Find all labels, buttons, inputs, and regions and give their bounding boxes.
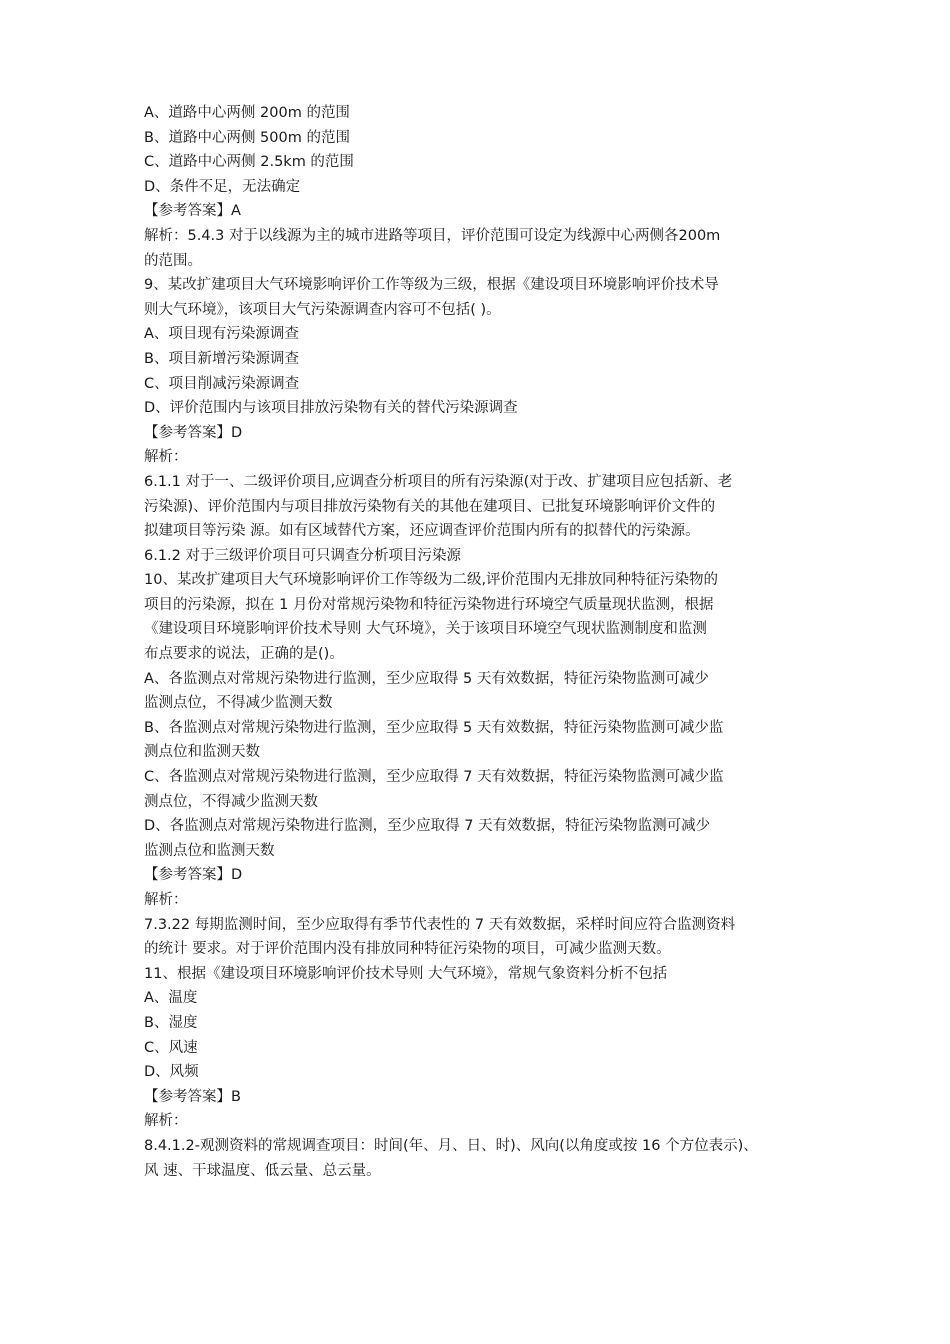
- text-line: 监测点位，不得减少监测天数: [144, 695, 333, 712]
- text-line: A、项目现有污染源调查: [144, 326, 299, 343]
- text-line: 的范围。: [144, 252, 202, 269]
- text-line: 拟建项目等污染 源。如有区域替代方案，还应调查评价范围内所有的拟替代的污染源。: [144, 523, 700, 540]
- text-line: 解析：: [144, 892, 188, 908]
- text-line: B、各监测点对常规污染物进行监测，至少应取得 5 天有效数据，特征污染物监测可减少监: [144, 719, 724, 736]
- text-line: B、项目新增污染源调查: [144, 350, 299, 367]
- text-line: 解析：: [144, 1113, 188, 1130]
- text-line: 7.3.22 每期监测时间，至少应取得有季节代表性的 7 天有效数据，采样时间应符合监测资料: [144, 916, 736, 933]
- text-line: 6.1.1 对于一、二级评价项目,应调查分析项目的所有污染源(对于改、扩建项目应包括新、老: [144, 473, 733, 490]
- text-line: D、评价范围内与该项目排放污染物有关的替代污染源调查: [144, 400, 518, 417]
- text-line: B、湿度: [144, 1014, 198, 1031]
- text-line: A、道路中心两侧 200m 的范围: [144, 105, 350, 121]
- text-line: D、条件不足，无法确定: [144, 178, 301, 195]
- text-line: A、温度: [144, 990, 198, 1007]
- text-line: 【参考答案】D: [144, 867, 243, 884]
- text-line: 11、根据《建设项目环境影响评价技术导则 大气环境》，常规气象资料分析不包括: [144, 965, 668, 982]
- text-line: 测点位和监测天数: [144, 744, 260, 761]
- text-line: 项目的污染源，拟在 1 月份对常规污染物和特征污染物进行环境空气质量现状监测，根据: [144, 596, 714, 613]
- text-line: 布点要求的说法，正确的是()。: [144, 646, 344, 663]
- text-line: 的统计 要求。对于评价范围内没有排放同种特征污染物的项目，可减少监测天数。: [144, 941, 671, 958]
- text-line: 《建设项目环境影响评价技术导则 大气环境》，关于该项目环境空气现状监测制度和监测: [144, 621, 707, 638]
- text-line: A、各监测点对常规污染物进行监测，至少应取得 5 天有效数据，特征污染物监测可减少: [144, 670, 709, 687]
- text-line: D、各监测点对常规污染物进行监测，至少应取得 7 天有效数据，特征污染物监测可减少: [144, 818, 711, 835]
- text-line: 解析：5.4.3 对于以线源为主的城市进路等项目，评价范围可设定为线源中心两侧各200m: [144, 227, 721, 244]
- text-line: D、风频: [144, 1064, 199, 1081]
- text-line: 【参考答案】A: [144, 203, 241, 220]
- text-line: 解析：: [144, 449, 188, 466]
- text-line: 10、某改扩建项目大气环境影响评价工作等级为二级,评价范围内无排放同种特征污染物的: [144, 572, 719, 589]
- text-line: 8.4.1.2-观测资料的常规调查项目：时间(年、月、日、时)、风向(以角度或按 16 个方位表示)、: [144, 1137, 758, 1154]
- document-body: [144, 101, 814, 1183]
- text-line: 监测点位和监测天数: [144, 842, 275, 859]
- text-line: C、项目削减污染源调查: [144, 375, 300, 392]
- text-line: 【参考答案】D: [144, 424, 243, 441]
- text-line: 污染源)、评价范围内与项目排放污染物有关的其他在建项目、已批复环境影响评价文件的: [144, 498, 716, 515]
- text-line: 风 速、干球温度、低云量、总云量。: [144, 1162, 381, 1179]
- text-line: 则大气环境》，该项目大气污染源调查内容可不包括( )。: [144, 301, 501, 318]
- text-line: B、道路中心两侧 500m 的范围: [144, 129, 350, 146]
- text-line: 测点位，不得减少监测天数: [144, 793, 318, 810]
- text-line: 【参考答案】B: [144, 1088, 241, 1105]
- text-line: 9、某改扩建项目大气环境影响评价工作等级为三级，根据《建设项目环境影响评价技术导: [144, 277, 719, 294]
- text-line: 6.1.2 对于三级评价项目可只调查分析项目污染源: [144, 547, 462, 564]
- text-line: C、各监测点对常规污染物进行监测，至少应取得 7 天有效数据，特征污染物监测可减少监: [144, 769, 724, 786]
- text-line: C、风速: [144, 1039, 198, 1056]
- text-line: C、道路中心两侧 2.5km 的范围: [144, 154, 354, 171]
